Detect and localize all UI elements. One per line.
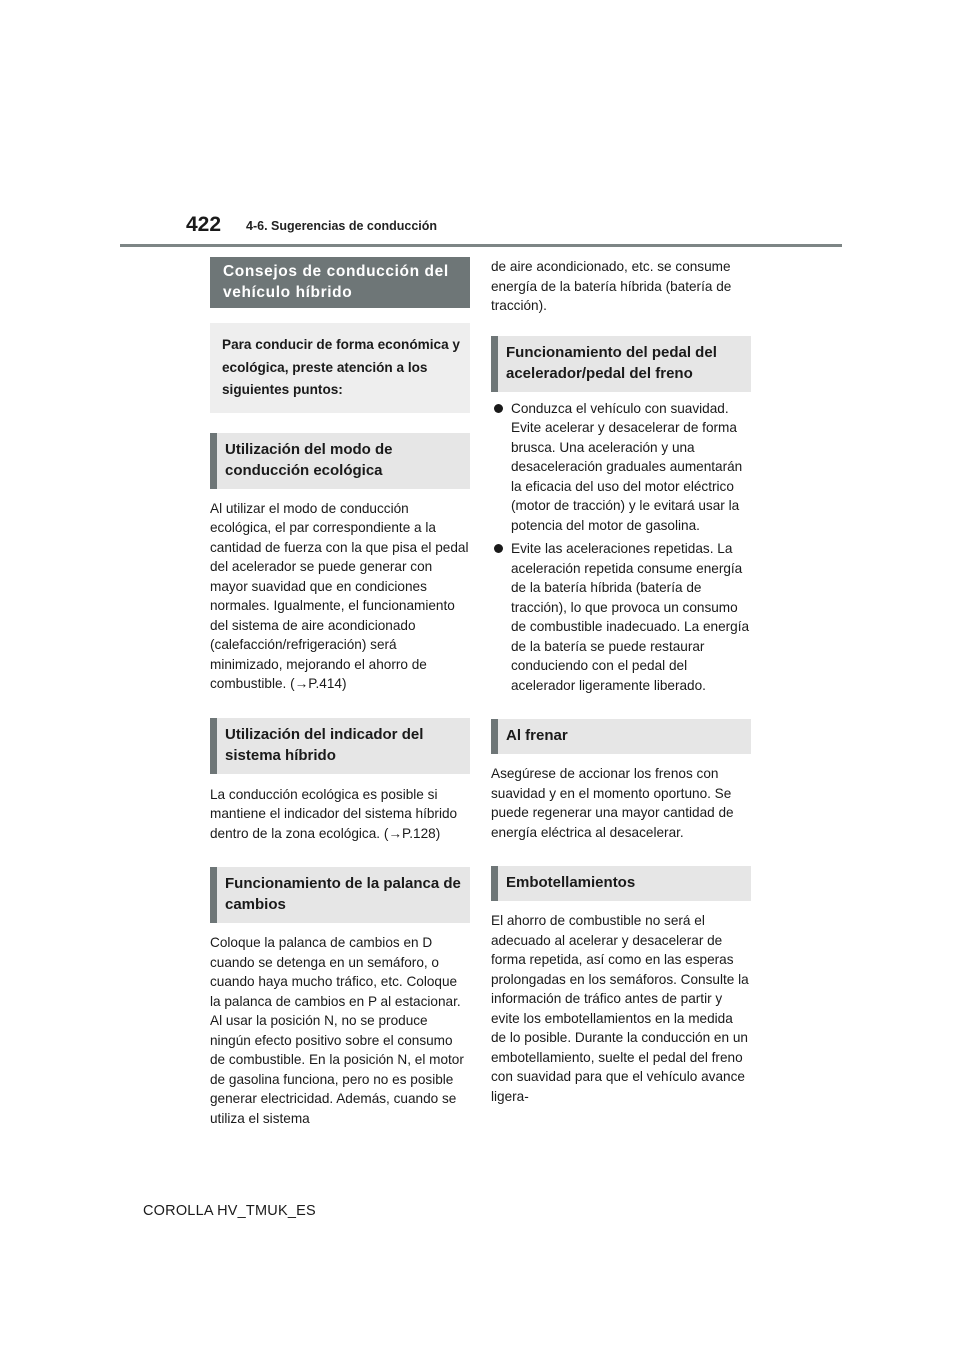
- paragraph-traffic-jams: El ahorro de combustible no será el adecuado al acelerar y desacelerar de forma repetida, así como en las esperas prolongadas en los semáforos. Consulte la información de tráfico antes de partir y evite los embotellamientos en la medida de lo posible. Durante la conducción en un embotellamiento, suelte el pedal del freno con suavidad para que el vehículo avance ligera-: [491, 913, 749, 1104]
- bullet-text: Conduzca el vehículo con suavidad. Evite acelerar y desacelerar de forma brusca. Una aceleración y una desaceleración graduales aumentarán la eficacia del uso del motor eléctrico (motor de tracción) y le evitará usar la potencia del motor de gasolina.: [511, 400, 743, 533]
- bullet-icon: [494, 404, 503, 413]
- paragraph-shift-lever: Coloque la palanca de cambios en D cuando se detenga en un semáforo, o cuando haya mucho tráfico, etc. Coloque la palanca de cambios en P al estacionar. Al usar la posición N, no se produce ningún efecto positivo sobre el consumo de combustible. En la posición N, el motor de gasolina funciona, pero no es posible generar electricidad. Además, cuando se utiliza el sistema: [210, 935, 464, 1126]
- intro-box: Para conducir de forma económica y ecológica, preste atención a los siguientes puntos:: [210, 323, 470, 413]
- page-number: 422: [186, 213, 222, 236]
- list-item: [491, 399, 751, 536]
- pedal-bullet-list: [491, 399, 751, 696]
- paragraph-eco-mode: Al utilizar el modo de conducción ecológica, el par correspondiente a la cantidad de fuerza con la que pisa el pedal del acelerador se puede generar con mayor suavidad que en condiciones normales. Igualmente, el funcionamiento del sistema de aire acondicionado (calefacción/refrigeración) será minimizado, mejorando el ahorro de combustible. (→P.414): [210, 500, 469, 691]
- footer-model-code: COROLLA HV_TMUK_ES: [143, 1203, 316, 1219]
- paragraph-continued: de aire acondicionado, etc. se consume energía de la batería híbrida (batería de tracción).: [491, 259, 732, 313]
- heading-braking: Al frenar: [491, 719, 751, 754]
- main-heading: Consejos de conducción del vehículo híbrido: [210, 257, 470, 308]
- heading-eco-mode: Utilización del modo de conducción ecológica: [210, 433, 470, 489]
- left-column: [210, 257, 470, 1128]
- header-rule: [120, 244, 842, 247]
- bullet-text: Evite las aceleraciones repetidas. La aceleración repetida consume energía de la batería híbrida (batería de tracción), lo que provoca un consumo de combustible inadecuado. La energía de la batería se puede restaurar conduciendo con el pedal del acelerador ligeramente liberado.: [511, 541, 750, 693]
- right-column: [491, 257, 751, 1106]
- paragraph-braking: Asegúrese de accionar los frenos con suavidad y en el momento oportuno. Se puede regenerar una mayor cantidad de energía eléctrica al desacelerar.: [491, 766, 734, 840]
- heading-traffic-jams: Embotellamientos: [491, 866, 751, 901]
- section-title: 4-6. Sugerencias de conducción: [246, 219, 438, 233]
- heading-pedals: Funcionamiento del pedal del acelerador/pedal del freno: [491, 336, 751, 392]
- paragraph-hybrid-indicator: La conducción ecológica es posible si mantiene el indicador del sistema híbrido dentro de la zona ecológica. (→P.128): [210, 786, 458, 841]
- bullet-icon: [494, 544, 503, 553]
- heading-shift-lever: Funcionamiento de la palanca de cambios: [210, 867, 470, 923]
- list-item: [491, 539, 751, 695]
- heading-hybrid-indicator: Utilización del indicador del sistema híbrido: [210, 718, 470, 774]
